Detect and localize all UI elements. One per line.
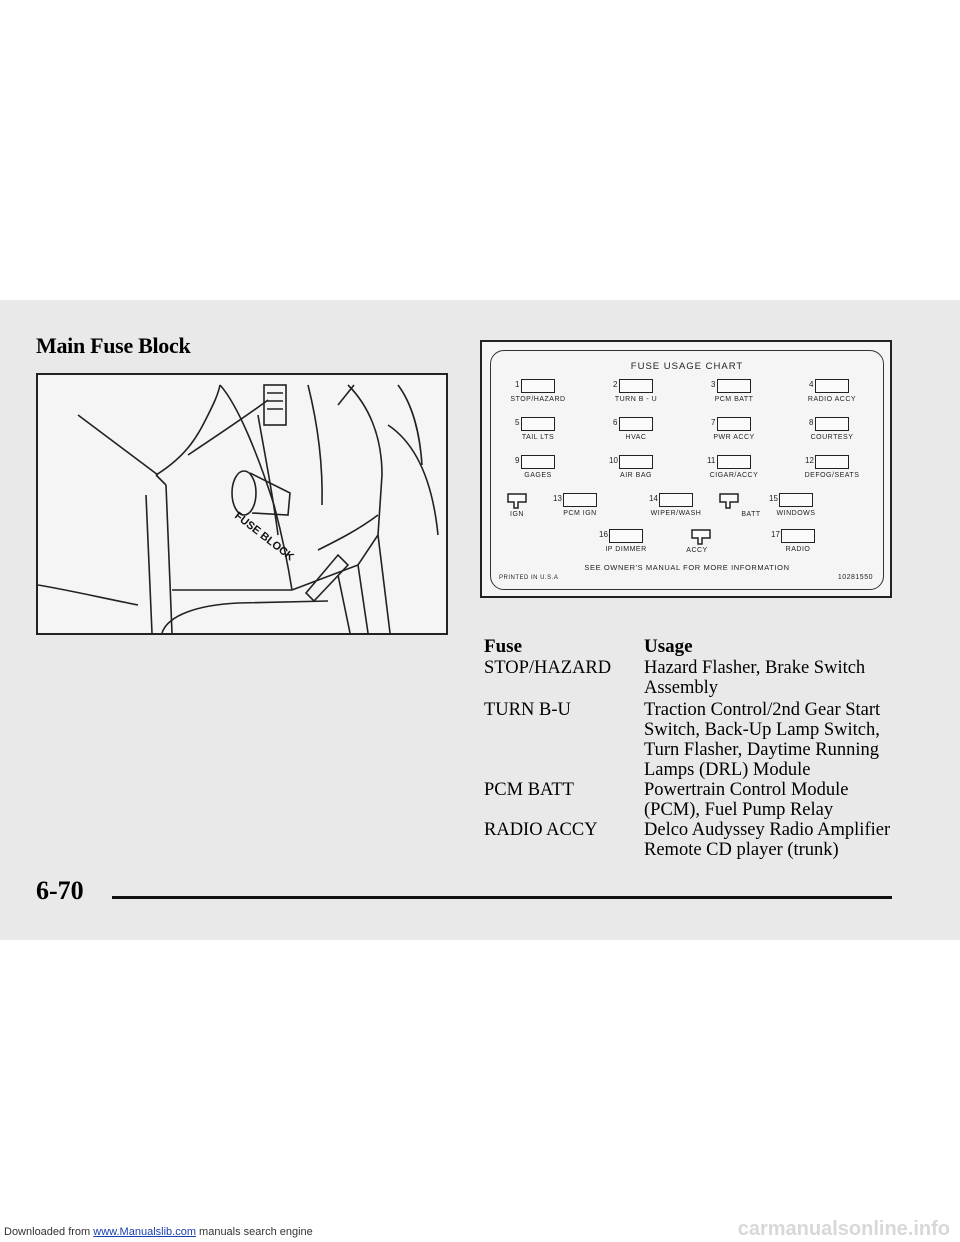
fuse-label: CIGAR/ACCY [709, 472, 759, 479]
table-row-fuse: TURN B-U [484, 700, 571, 720]
part-number: 10281550 [837, 574, 873, 581]
watermark-suffix: manuals search engine [195, 1226, 313, 1238]
fuse-outline [717, 455, 751, 469]
fuse-label: IP DIMMER [605, 546, 647, 553]
table-row-usage [644, 700, 914, 780]
page-number: 6-70 [36, 876, 84, 905]
fuse-number: 14 [649, 494, 658, 503]
fuse-number: 1 [515, 380, 520, 389]
fuse-label: HVAC [625, 434, 647, 441]
usage-line: Remote CD player (trunk) [644, 840, 839, 860]
usage-column-header: Usage [644, 636, 693, 657]
fuse-outline [815, 455, 849, 469]
fuse-label: TAIL LTS [521, 434, 555, 441]
usage-line: Traction Control/2nd Gear Start [644, 700, 881, 720]
fuse-number: 12 [805, 456, 814, 465]
table-row-usage [644, 658, 914, 698]
door-panel-drawing [38, 375, 446, 633]
fuse-outline [781, 529, 815, 543]
fuse-label: PCM BATT [714, 396, 754, 403]
fuse-number: 9 [515, 456, 520, 465]
fuse-label: STOP/HAZARD [510, 396, 566, 403]
usage-line: (PCM), Fuel Pump Relay [644, 800, 834, 820]
fuse-block-callout: FUSE BLOCK [232, 509, 296, 564]
fuse-outline [815, 379, 849, 393]
fuse-label: WINDOWS [776, 510, 816, 517]
usage-line: Turn Flasher, Daytime Running [644, 740, 879, 760]
fuse-label: RADIO [785, 546, 811, 553]
manualslib-link[interactable]: www.Manualslib.com [93, 1226, 196, 1238]
fuse-outline [521, 417, 555, 431]
table-row-usage [644, 780, 914, 820]
relay-icon [507, 493, 527, 509]
relay-label: BATT [741, 511, 761, 518]
fuse-outline [521, 455, 555, 469]
fuse-number: 10 [609, 456, 618, 465]
fuse-number: 5 [515, 418, 520, 427]
fuse-number: 7 [711, 418, 716, 427]
fuse-usage-chart [480, 340, 892, 598]
download-watermark [4, 1226, 313, 1238]
fuse-chart-title: FUSE USAGE CHART [630, 361, 744, 372]
fuse-outline [815, 417, 849, 431]
relay-icon [719, 493, 739, 509]
fuse-label: RADIO ACCY [807, 396, 857, 403]
fuse-label: WIPER/WASH [650, 510, 702, 517]
fuse-number: 16 [599, 530, 608, 539]
fuse-number: 2 [613, 380, 618, 389]
fuse-outline [563, 493, 597, 507]
table-row-fuse: RADIO ACCY [484, 820, 598, 840]
fuse-outline [619, 455, 653, 469]
fuse-label: TURN B - U [614, 396, 658, 403]
fuse-number: 4 [809, 380, 814, 389]
fuse-outline [717, 379, 751, 393]
fuse-chart-footer: SEE OWNER'S MANUAL FOR MORE INFORMATION [584, 563, 790, 572]
usage-line: Assembly [644, 678, 718, 698]
fuse-number: 6 [613, 418, 618, 427]
fuse-outline [609, 529, 643, 543]
fuse-label: GAGES [524, 472, 552, 479]
fuse-label: PWR ACCY [713, 434, 755, 441]
fuse-label: COURTESY [810, 434, 854, 441]
table-row-fuse: STOP/HAZARD [484, 658, 612, 678]
relay-icon [691, 529, 711, 545]
fuse-number: 8 [809, 418, 814, 427]
fuse-number: 3 [711, 380, 716, 389]
usage-line: Switch, Back-Up Lamp Switch, [644, 720, 880, 740]
relay-label: IGN [510, 511, 524, 518]
fuse-block-illustration [36, 373, 448, 635]
site-watermark: carmanualsonline.info [737, 1218, 950, 1240]
fuse-number: 15 [769, 494, 778, 503]
fuse-label: AIR BAG [620, 472, 652, 479]
usage-line: Lamps (DRL) Module [644, 760, 811, 780]
fuse-outline [717, 417, 751, 431]
usage-line: Powertrain Control Module [644, 780, 849, 800]
fuse-label: DEFOG/SEATS [804, 472, 860, 479]
usage-line: Delco Audyssey Radio Amplifier [644, 820, 891, 840]
fuse-chart-panel [490, 350, 884, 590]
fuse-number: 11 [707, 456, 716, 465]
fuse-outline [779, 493, 813, 507]
fuse-outline [619, 417, 653, 431]
page-footer-rule [112, 896, 892, 899]
fuse-number: 17 [771, 530, 780, 539]
relay-label: ACCY [686, 547, 708, 554]
fuse-number: 13 [553, 494, 562, 503]
fuse-column-header: Fuse [484, 636, 522, 657]
table-row-fuse: PCM BATT [484, 780, 574, 800]
fuse-outline [521, 379, 555, 393]
table-row-usage [644, 820, 914, 860]
fuse-outline [659, 493, 693, 507]
fuse-outline [619, 379, 653, 393]
fuse-label: PCM IGN [563, 510, 597, 517]
watermark-prefix: Downloaded from [4, 1226, 94, 1238]
usage-line: Hazard Flasher, Brake Switch [644, 658, 866, 678]
printed-in-label: PRINTED IN U.S.A [499, 575, 559, 581]
section-title: Main Fuse Block [36, 333, 191, 358]
